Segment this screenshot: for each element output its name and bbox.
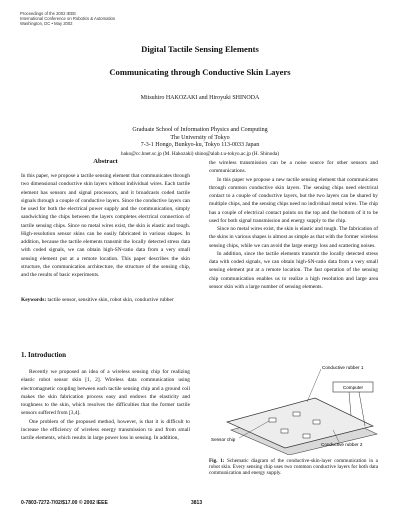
affiliation bbox=[0, 127, 400, 150]
conductive-layer-1 bbox=[227, 398, 373, 448]
paper-title-line-2: Communicating through Conductive Skin Layers bbox=[109, 67, 291, 77]
figure-1-caption bbox=[209, 458, 378, 477]
label-conductive-rubber-1: Conductive rubber 1 bbox=[322, 365, 364, 370]
right-column-body bbox=[209, 159, 378, 291]
authors: Mitsuhiro HAKOZAKI and Hiroyuki SHINODA bbox=[140, 95, 260, 101]
intro-paragraph-1: Recently we proposed an idea of a wireless sensing chip for realizing elastic robot sensor skin [1, 2]. Wireless data communication using electromagnetic coupling between each tactile sensing chip and a ground coil makes the skin fabrication process easy and endows the elasticity and toughness to the skin, which resolves the difficulties that the former tactile sensors suffered from [3,4]. bbox=[21, 369, 190, 417]
leader-layer-1 bbox=[307, 369, 321, 402]
proceedings-line-3: Washington, DC • May 2002 bbox=[20, 21, 73, 26]
proceedings-line-1: Proceedings of the 2002 IEEE bbox=[20, 11, 77, 16]
paper-title-line-1: Digital Tactile Sensing Elements bbox=[141, 44, 259, 54]
sensor-chip-1 bbox=[269, 418, 276, 422]
right-paragraph-3: Since no metal wires exist, the skin is elastic and tough. The fabrication of the skins in various shapes is almost as simple as that with the former wireless sensing chips, while we can avoid the large energy loss and scattering noises. bbox=[209, 226, 378, 249]
sensor-chip-3 bbox=[313, 420, 320, 424]
right-paragraph-2: In this paper we propose a new tactile sensing element that communicates through common conductive skin layers. The sensing chips need electrical contact to a couple of conductive layers, but the two layers can be shared by multiple chips, and the sensing chips need no individual metal wires. The chip has a couple of electrical contact points on the top and the bottom of it to be used for both signal transmission and energy supply to the chip. bbox=[209, 176, 378, 224]
right-paragraph-1: the wireless transmission can be a noise source for other sensors and communications. bbox=[209, 160, 378, 175]
right-paragraph-4: In addition, since the tactile elements transmit the locally detected stress data with coded signals, we can obtain high-SN-ratio data from a very small sensing element put at a remote location. The fast operation of the sensing chip communication enables us to realize a high resolution and large area sensor skin with a large number of sensing elements. bbox=[209, 250, 378, 290]
abstract-body bbox=[21, 172, 190, 279]
figure-1-caption-text: Schematic diagram of the conductive-skin-layer communication in a robot skin. Every sensing chip uses two common conductive layers for both data communication and energy supply. bbox=[209, 458, 378, 477]
figure-1-caption-label: Fig. 1: bbox=[209, 458, 225, 464]
intro-paragraph-2: One problem of the proposed method, however, is that it is difficult to increase the efficiency of wireless energy transmission to and from small tactile elements, which results in large power loss in sensing. In addition, bbox=[21, 418, 190, 441]
abstract-heading: Abstract bbox=[93, 158, 118, 165]
figure-1-diagram bbox=[209, 360, 378, 455]
introduction-body bbox=[21, 368, 190, 442]
sensor-chip-5 bbox=[303, 434, 310, 438]
abstract-text: In this paper, we propose a tactile sensing element that communicates through two dimensional conductive skin layers without individual wires. Each tactile element has sensors and signal processors, and it broadcasts coded tactile signals through a couple of conductive layers. Since the conductive layers can be used for both the electrical power supply and the communication, simply sandwiching the chips between the layers completes electrical connection of tactile sensing chips. Since no metal wires exist, the skin is elastic and tough. High-resolution sensor skins can be easily fabricated in various shapes. In addition, because the tactile elements transmit the locally detected stress data with coded signals, we can obtain high-SN-ratio data from a very small sensing element put at a remote location. This paper describes the skin structure, the communication architecture, the structure of the sensing chip, and the results of basic experiments. bbox=[21, 173, 190, 278]
introduction-heading: 1. Introduction bbox=[21, 351, 66, 359]
keywords bbox=[21, 296, 190, 304]
footer-page-number: 3813 bbox=[191, 500, 203, 506]
affiliation-line-3: 7-3-1 Hongo, Bunkyo-ku, Tokyo 113-0033 Japan bbox=[140, 142, 260, 149]
computer-label: Computer bbox=[342, 385, 364, 390]
label-sensor-chip: Sensor chip bbox=[211, 437, 236, 442]
affiliation-line-1: Graduate School of Information Physics and Computing bbox=[132, 127, 268, 133]
footer-isbn: 0-7803-7272-7/02/$17.00 © 2002 IEEE bbox=[21, 500, 108, 506]
keywords-text: tactile sensor, sensitive skin, robot skin, conductive rubber bbox=[47, 297, 174, 303]
proceedings-line-2: International Conference on Robotics & Automation bbox=[20, 16, 116, 21]
proceedings-header bbox=[20, 11, 115, 26]
sensor-chip-2 bbox=[293, 412, 300, 416]
author-emails: hako@cc.hnet.sc.jp (M. Hakozaki) shino@alab.t.u-tokyo.ac.jp (H. Shinoda) bbox=[121, 151, 279, 157]
label-conductive-rubber-2: Conductive rubber 2 bbox=[321, 442, 363, 447]
affiliation-line-2: The University of Tokyo bbox=[170, 134, 230, 141]
wire-1 bbox=[349, 392, 351, 415]
keywords-label: Keywords: bbox=[21, 297, 47, 303]
sensor-chip-4 bbox=[281, 429, 288, 433]
